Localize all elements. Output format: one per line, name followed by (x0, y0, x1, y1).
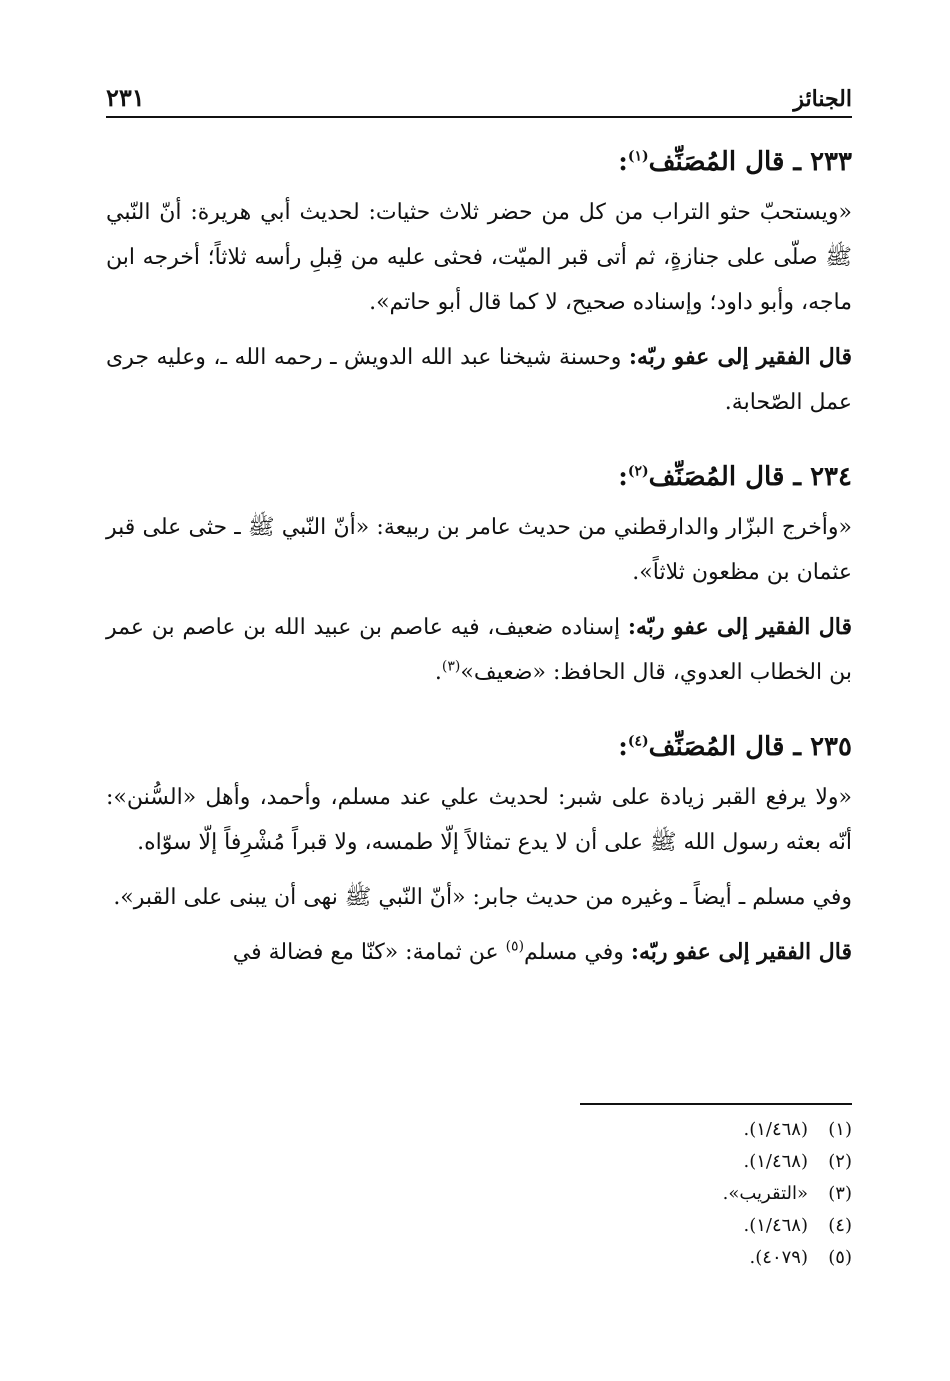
footnote-item: (٤) (١/٤٦٨). (743, 1215, 852, 1236)
author-quote-235: «ولا يرفع القبر زيادة على شبر: لحديث علي عند مسلم، وأحمد، وأهل «السُّنن»: أنّه بعثه رسول الله ﷺ على أن لا يدع تمثالاً إلّا طمسه، ولا قبراً مُشْرِفاً إلّا سوّاه. (106, 785, 852, 855)
footnote-item: (١) (١/٤٦٨). (743, 1119, 852, 1140)
commentary-235: قال الفقير إلى عفو ربّه: وفي مسلم$^{(٥)}$ عن ثمامة: «كنّا مع فضالة في (232, 938, 852, 965)
section-heading-234: ٢٣٤ ـ قال المُصَنِّف$^{(٢)}$: (618, 462, 852, 492)
commentary-lead: قال الفقير إلى عفو ربّه: (630, 939, 852, 965)
main-text (106, 132, 852, 985)
footnote-item: (٣) «التقريب». (722, 1183, 852, 1204)
footnote-item: (٢) (١/٤٦٨). (743, 1151, 852, 1172)
page-number: ٢٣١ (106, 83, 145, 112)
commentary-234: قال الفقير إلى عفو ربّه: إسناده ضعيف، فيه عاصم بن عبيد الله بن عاصم بن عمر بن الخطاب العدوي، قال الحافظ: «ضعيف»$^{(٣)}$. (106, 614, 852, 685)
running-header (106, 78, 852, 118)
author-quote-235-continued: وفي مسلم ـ أيضاً ـ وغيره من حديث جابر: «أنّ النّبي ﷺ نهى أن يبنى على القبر». (113, 885, 852, 910)
author-quote-234: «وأخرج البزّار والدارقطني من حديث عامر بن ربيعة: «أنّ النّبي ﷺ ـ حثى على قبر عثمان بن مظعون ثلاثاً». (106, 515, 852, 585)
section-heading-233: ٢٣٣ ـ قال المُصَنِّف$^{(١)}$: (618, 147, 852, 177)
commentary-lead: قال الفقير إلى عفو ربّه: (627, 614, 852, 640)
footnote-item: (٥) (٤٠٧٩). (749, 1247, 852, 1268)
footnote-ref-3[interactable]: (٣) (441, 658, 461, 675)
chapter-title: الجنائز (793, 86, 852, 112)
commentary-233: قال الفقير إلى عفو ربّه: وحسنة شيخنا عبد الله الدويش ـ رحمه الله ـ، وعليه جرى عمل الصّحابة. (106, 344, 853, 415)
footnote-ref-5[interactable]: (٥) (505, 938, 525, 955)
footnote-ref-4[interactable]: (٤) (627, 733, 649, 750)
author-quote-233: «ويستحبّ حثو التراب من كل من حضر ثلاث حثيات: لحديث أبي هريرة: أنّ النّبي ﷺ صلّى على جنازةٍ، ثم أتى قبر الميّت، فحثى عليه من قِبلِ رأسه ثلاثاً؛ أخرجه ابن ماجه، وأبو داود؛ وإسناده صحيح، لا كما قال أبو حاتم». (106, 200, 852, 315)
footnote-ref-2[interactable]: (٢) (627, 463, 649, 480)
footnote-ref-1[interactable]: (١) (627, 148, 649, 165)
commentary-lead: قال الفقير إلى عفو ربّه: (628, 344, 853, 370)
section-heading-235: ٢٣٥ ـ قال المُصَنِّف$^{(٤)}$: (618, 732, 852, 762)
footnotes-list (452, 1114, 852, 1274)
footnote-divider (580, 1103, 852, 1105)
